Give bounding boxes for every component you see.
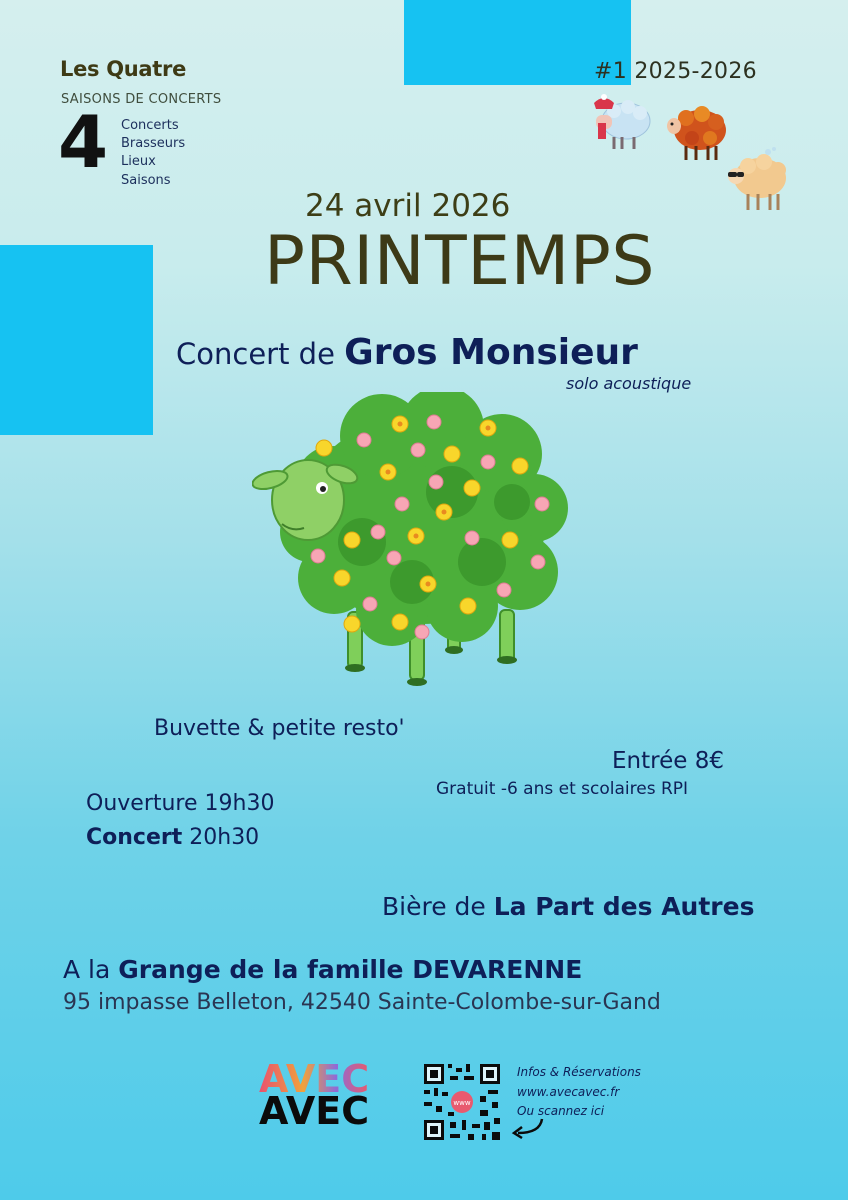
concert-line: [176, 332, 638, 373]
summer-sheep-icon: [724, 146, 790, 214]
concert-prefix: Concert de: [176, 337, 335, 371]
season-number: #1 2025-2026: [594, 59, 757, 84]
decor-block-left: [0, 245, 153, 435]
concert-time-label: Concert: [86, 825, 183, 850]
beer-line: [382, 892, 754, 921]
beer-prefix: Bière de: [382, 892, 486, 921]
qr-code-icon[interactable]: [422, 1062, 502, 1142]
qr-center-label: www: [453, 1099, 471, 1107]
venue-name: Grange de la famille DEVARENNE: [118, 955, 583, 984]
buvette-text: Buvette & petite resto': [154, 716, 405, 741]
sheep-illustration: [252, 392, 572, 692]
brand-number: 4: [58, 100, 109, 184]
brand-list-item: Concerts: [121, 118, 179, 133]
entry-price: Entrée 8€: [612, 748, 724, 774]
brand-title: Les Quatre: [60, 57, 187, 81]
artist-subtitle: solo acoustique: [566, 374, 692, 393]
concert-time-value: 20h30: [189, 825, 260, 850]
autumn-sheep-icon: [664, 102, 730, 162]
free-entry-note: Gratuit -6 ans et scolaires RPI: [436, 779, 689, 799]
season-name: PRINTEMPS: [264, 222, 656, 301]
brand-subtitle: SAISONS DE CONCERTS: [61, 92, 222, 107]
brand-list: [121, 117, 185, 190]
event-date: 24 avril 2026: [305, 188, 511, 224]
beer-name: La Part des Autres: [493, 892, 755, 921]
avec-logo: [255, 1060, 395, 1132]
info-website[interactable]: www.avecavec.fr: [517, 1084, 620, 1099]
concert-time: [86, 825, 259, 850]
artist-name: Gros Monsieur: [344, 332, 638, 373]
avec-logo-bottom: AVEC: [259, 1089, 370, 1132]
venue-prefix: A la: [63, 955, 111, 984]
opening-time: Ouverture 19h30: [86, 791, 275, 816]
venue-address: 95 impasse Belleton, 42540 Sainte-Colombe-sur-Gand: [63, 990, 661, 1015]
info-line: Infos & Réservations: [517, 1065, 641, 1079]
info-line: Ou scannez ici: [517, 1104, 605, 1118]
avec-logo-top: AVEC: [259, 1060, 370, 1101]
brand-list-item: Brasseurs: [121, 136, 186, 152]
brand-list-item: Lieux: [121, 154, 156, 170]
brand-list-item: Saisons: [121, 172, 171, 188]
venue-line: [63, 955, 582, 984]
winter-sheep-icon: [588, 93, 654, 153]
arrow-icon: [510, 1113, 550, 1141]
